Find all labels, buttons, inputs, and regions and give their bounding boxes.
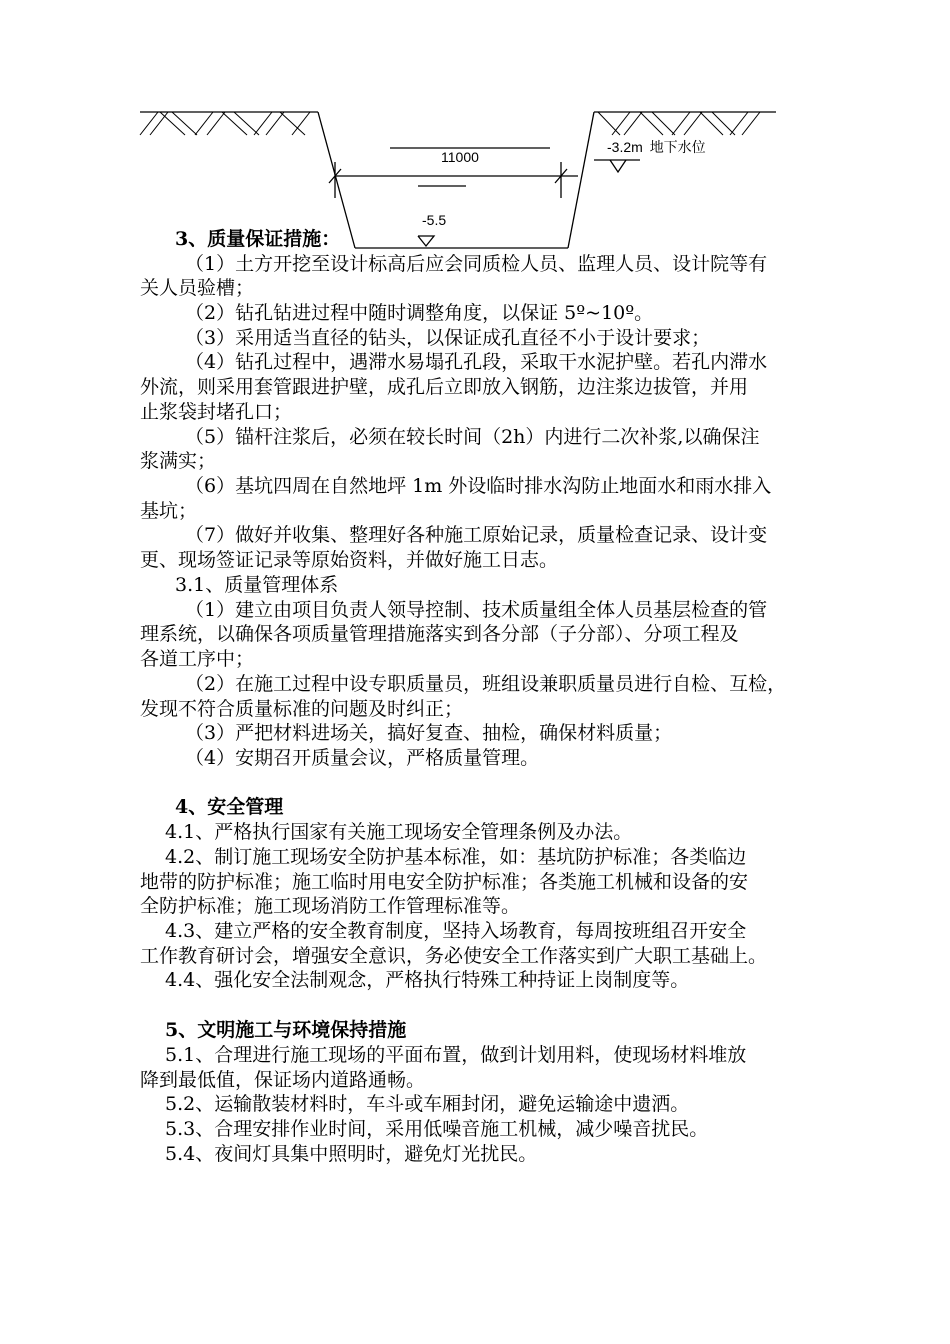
section-heading-civilized: 5、文明施工与环境保持措施 [165,1019,407,1041]
paragraph-line: 工作教育研讨会，增强安全意识，务必使安全工作落实到广大职工基础上。 [140,945,768,967]
subsection-heading: 3.1、质量管理体系 [175,574,339,596]
section-heading-quality: 3、质量保证措施： [175,228,341,250]
paragraph-line: （4）安期召开质量会议，严格质量管理。 [185,747,540,769]
width-label: 11000 [441,149,479,165]
paragraph-line: 5.3、合理安排作业时间，采用低噪音施工机械，减少噪音扰民。 [165,1118,709,1140]
soil-hatching-left [140,112,310,135]
paragraph-line: 5.4、夜间灯具集中照明时，避免灯光扰民。 [165,1143,538,1165]
paragraph-line: （4）钻孔过程中，遇滞水易塌孔孔段，采取干水泥护壁。若孔内滞水 [185,351,768,373]
paragraph-line: （3）严把材料进场关，搞好复查、抽检，确保材料质量； [185,722,673,744]
paragraph-line: （2）在施工过程中设专职质量员，班组设兼职质量员进行自检、互检， [185,673,787,695]
paragraph-line: 关人员验槽； [140,277,255,299]
paragraph-line: 降到最低值，保证场内道路通畅。 [140,1069,426,1091]
paragraph-line: （6）基坑四周在自然地坪 1m 外设临时排水沟防止地面水和雨水排入 [185,475,772,497]
water-level-text: 地下水位 [649,139,706,155]
paragraph-line: 各道工序中； [140,648,255,670]
paragraph-line: （3）采用适当直径的钻头，以保证成孔直径不小于设计要求； [185,327,711,349]
paragraph-line: 外流，则采用套管跟进护壁，成孔后立即放入钢筋，边注浆边拔管，并用 [140,376,749,398]
paragraph-line: 发现不符合质量标准的问题及时纠正； [140,698,464,720]
paragraph-line: （7）做好并收集、整理好各种施工原始记录，质量检查记录、设计变 [185,524,768,546]
soil-hatching-right [598,112,760,135]
water-level-marker-icon [610,160,626,172]
paragraph-line: 4.3、建立严格的安全教育制度，坚持入场教育，每周按班组召开安全 [165,920,747,942]
paragraph-line: （2）钻孔钻进过程中随时调整角度，以保证 5º~10º。 [185,302,654,324]
paragraph-line: （1）土方开挖至设计标高后应会同质检人员、监理人员、设计院等有 [185,253,768,275]
paragraph-line: （5）锚杆注浆后，必须在较长时间（2h）内进行二次补浆,以确保注 [185,426,760,448]
excavation-section-diagram [0,0,950,260]
paragraph-line: 5.1、合理进行施工现场的平面布置，做到计划用料，使现场材料堆放 [165,1044,747,1066]
paragraph-line: 基坑； [140,500,198,522]
water-level-label [607,139,706,155]
paragraph-line: 浆满实； [140,450,217,472]
paragraph-line: 全防护标准；施工现场消防工作管理标准等。 [140,895,521,917]
depth-label: -5.5 [422,212,447,228]
water-level-value: -3.2m [607,139,643,155]
paragraph-line: 4.1、严格执行国家有关施工现场安全管理条例及办法。 [165,821,633,843]
paragraph-line: 5.2、运输散装材料时，车斗或车厢封闭，避免运输途中遗洒。 [165,1093,690,1115]
paragraph-line: 止浆袋封堵孔口； [140,401,293,423]
paragraph-line: 4.2、制订施工现场安全防护基本标准，如：基坑防护标准；各类临边 [165,846,747,868]
paragraph-line: （1）建立由项目负责人领导控制、技术质量组全体人员基层检查的管 [185,599,768,621]
section-heading-safety: 4、安全管理 [175,796,284,818]
paragraph-line: 更、现场签证记录等原始资料，并做好施工日志。 [140,549,559,571]
paragraph-line: 地带的防护标准；施工临时用电安全防护标准；各类施工机械和设备的安 [140,871,749,893]
paragraph-line: 理系统，以确保各项质量管理措施落实到各分部（子分部）、分项工程及 [140,623,739,645]
paragraph-line: 4.4、强化安全法制观念，严格执行特殊工种持证上岗制度等。 [165,969,690,991]
